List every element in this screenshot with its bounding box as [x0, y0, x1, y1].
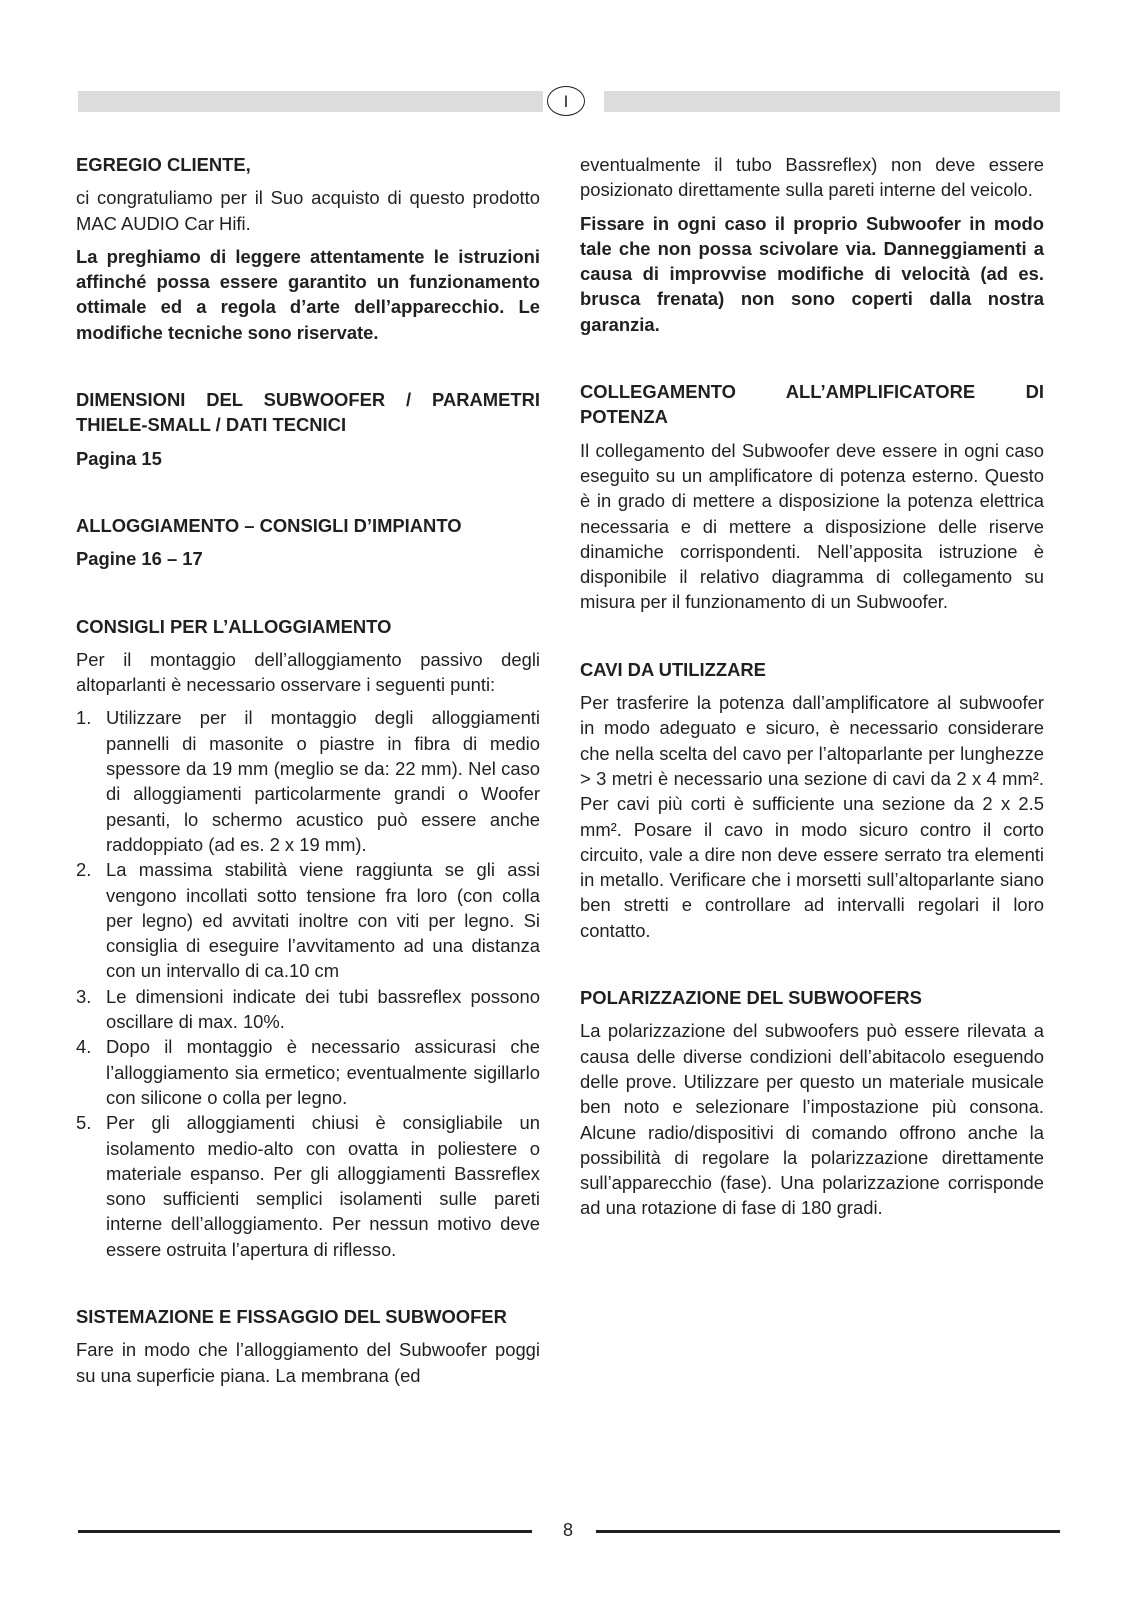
list-item-text: Dopo il montaggio è necessario assicurasi che l’alloggiamento sia ermetico; eventualmente sigillarlo con silicone o colla per legno. — [106, 1036, 540, 1108]
continuation-paragraph: eventualmente il tubo Bassreflex) non deve essere posizionato direttamente sulla pareti interne del veicolo. — [580, 154, 1044, 201]
language-badge — [543, 86, 589, 118]
tips-intro: Per il montaggio dell’alloggiamento passivo degli altoparlanti è necessario osservare i seguenti punti: — [76, 648, 540, 696]
header-bar-right — [604, 91, 1060, 112]
list-item-number: 3. — [76, 985, 92, 1007]
header-bar-left — [78, 91, 543, 112]
list-item-number: 5. — [76, 1112, 92, 1134]
right-column — [580, 152, 1044, 1221]
page-number: 8 — [562, 1520, 573, 1540]
dimensions-heading: DIMENSIONI DEL SUBWOOFER / PARAMETRI THIELE-SMALL / DATI TECNICI — [76, 389, 540, 436]
list-item — [76, 705, 540, 857]
list-item-text: La massima stabilità viene raggiunta se gli assi vengono incollati sotto tensione fra loro (con colla per legno) ed avvitati inoltre con viti per legno. Si consiglia di eseguire l’avvitamento ad una distanza con un intervallo di ca.10 cm — [106, 859, 540, 982]
list-item-text: Per gli alloggiamenti chiusi è consigliabile un isolamento medio-alto con ovatta in poliestere o materiale espanso. Per gli alloggiamenti Bassreflex sono sufficienti semplici isolamenti sulle pareti interne dell’alloggiamento. Per nessun motivo deve essere ostruita l’apertura di riflesso. — [106, 1112, 540, 1260]
list-item — [76, 984, 540, 1035]
language-marker: I — [547, 86, 585, 116]
list-item — [76, 1110, 540, 1262]
list-item — [76, 1034, 540, 1110]
amplifier-heading: COLLEGAMENTO ALL’AMPLIFICATORE DI POTENZA — [580, 381, 1044, 428]
footer-rule-left — [78, 1530, 532, 1533]
housing-page-ref: Pagine 16 – 17 — [76, 548, 203, 570]
left-column — [76, 152, 540, 1388]
list-item-number: 4. — [76, 1036, 92, 1058]
polarity-paragraph: La polarizzazione del subwoofers può essere rilevata a causa delle diverse condizioni dell’abitacolo eseguendo delle prove. Utilizzare per questo un materiale musicale ben noto e selezionare l’impostazione più consona. Alcune radio/dispositivi di comando offrono anche la possibilità di regolare la polarizzazione direttamente sull’apparecchio (fase). Una polarizzazione corrisponde ad una rotazione di fase di 180 gradi. — [580, 1020, 1044, 1219]
amplifier-paragraph: Il collegamento del Subwoofer deve essere in ogni caso eseguito su un amplificatore di potenza esterno. Questo è in grado di mettere a disposizione la potenza elettrica necessaria e di mettere a disposizione delle riserve dinamiche corrispondenti. Nell’apposita istruzione è disponibile il relativo diagramma di collegamento su misura per il funzionamento di un Subwoofer. — [580, 439, 1044, 613]
list-item-number: 1. — [76, 707, 92, 729]
tips-list — [76, 705, 540, 1262]
list-item-text: Utilizzare per il montaggio degli alloggiamenti pannelli di masonite o piastre in fibra di medio spessore da 19 mm (meglio se da: 22 mm). Nel caso di alloggiamenti particolarmente grandi o Woofer pesanti, lo schermo acustico può essere anche raddoppiato (ad es. 2 x 19 mm). — [106, 707, 540, 855]
list-item — [76, 857, 540, 983]
intro-paragraph: ci congratuliamo per il Suo acquisto di questo prodotto MAC AUDIO Car Hifi. — [76, 187, 540, 234]
cables-heading: CAVI DA UTILIZZARE — [580, 658, 766, 680]
list-item-text: Le dimensioni indicate dei tubi bassreflex possono oscillare di max. 10%. — [106, 985, 540, 1033]
intro-bold-paragraph: La preghiamo di leggere attentamente le istruzioni affinché possa essere garantito un funzionamento ottimale ed a regola d’arte dell’apparecchio. Le modifiche tecniche sono riservate. — [76, 245, 540, 343]
tips-heading: CONSIGLI PER L’ALLOGGIAMENTO — [76, 615, 392, 637]
warning-bold-paragraph: Fissare in ogni caso il proprio Subwoofer in modo tale che non possa scivolare via. Danneggiamenti a causa di improvvise modifiche di velocità (ad es. brusca frenata) non sono coperti dalla nostra garanzia. — [580, 212, 1044, 335]
greeting-heading: EGREGIO CLIENTE, — [76, 154, 251, 175]
placement-paragraph: Fare in modo che l’alloggiamento del Subwoofer poggi su una superficie piana. La membrana (ed — [76, 1339, 540, 1386]
footer-rule-right — [596, 1530, 1060, 1533]
housing-heading: ALLOGGIAMENTO – CONSIGLI D’IMPIANTO — [76, 514, 462, 536]
dimensions-page-ref: Pagina 15 — [76, 447, 162, 469]
placement-heading: SISTEMAZIONE E FISSAGGIO DEL SUBWOOFER — [76, 1305, 507, 1327]
list-item-number: 2. — [76, 859, 92, 881]
cables-paragraph: Per trasferire la potenza dall’amplificatore al subwoofer in modo adeguato e sicuro, è necessario considerare che nella scelta del cavo per l’altoparlante per lunghezze > 3 metri è necessario una sezione di cavi da 2 x 4 mm². Per cavi più corti è sufficiente una sezione da 2 x 2.5 mm². Posare il cavo in modo sicuro contro il corto circuito, vale a dire non deve essere serrato tra elementi in metallo. Verificare che i morsetti sull’altoparlante siano ben stretti e controllare ad intervalli regolari il loro contatto. — [580, 692, 1044, 941]
polarity-heading: POLARIZZAZIONE DEL SUBWOOFERS — [580, 987, 922, 1009]
